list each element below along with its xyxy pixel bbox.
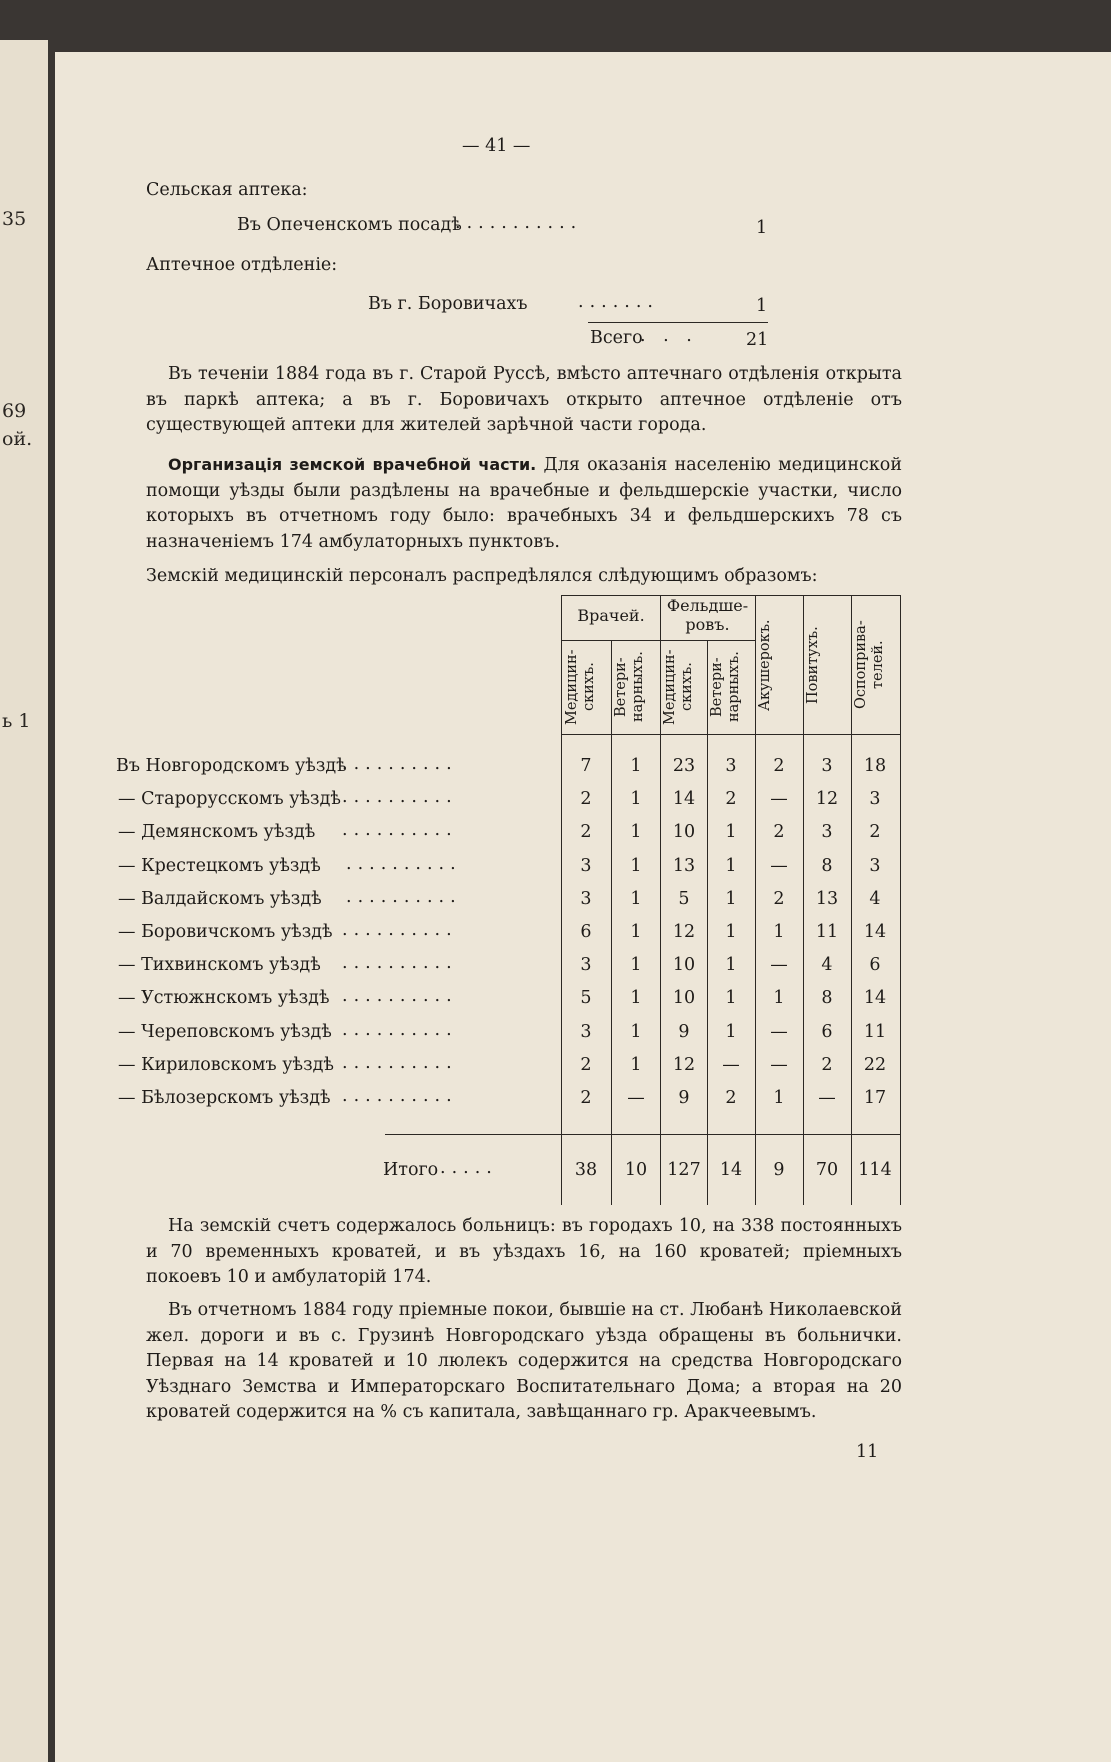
column-header: Медицин- скихъ. [662,649,695,725]
table-cell: 23 [672,756,696,776]
table-cell: 1 [630,1021,642,1042]
table-cell: 12 [672,922,696,942]
pharmacy-branch-label: Аптечное отдѣленіе: [146,255,338,275]
previous-page-edge [0,40,48,1762]
paragraph-text: Въ теченіи 1884 года въ г. Старой Руссѣ, вмѣсто аптечнаго отдѣленія открыта въ паркѣ аптека; а въ г. Боровичахъ открыто аптечное отдѣленіе отъ существующей аптеки для жителей зарѣчной части города. [146,364,902,435]
row-label: — Демянскомъ уѣздѣ [118,822,316,843]
table-cell: 1 [630,756,642,776]
total-cell: 114 [858,1160,892,1180]
table-cell: 2 [580,1088,592,1108]
table-cell: 17 [863,1088,887,1108]
leader-dots: .......... [342,953,458,974]
table-cell: 13 [815,888,839,909]
table-cell: 18 [863,756,887,776]
signature-mark: 11 [856,1442,879,1462]
leader-dots: .......... [342,920,458,940]
column-header: Акушерокъ. [757,619,773,711]
table-vline [900,595,901,1205]
row-label: — Тихвинскомъ уѣздѣ [118,955,321,976]
row-label: — Боровичскомъ уѣздѣ [118,922,333,942]
table-cell: 10 [672,988,696,1009]
table-cell: 10 [672,822,696,843]
table-cell: 13 [672,855,696,876]
table-cell: 1 [725,1021,737,1042]
table-cell: 1 [725,955,737,976]
paragraph-hospitals [146,1214,902,1291]
margin-number: 69 [2,400,27,422]
table-vline [561,595,562,1205]
total-cell: 70 [815,1160,839,1180]
column-header: Медицин- скихъ. [564,649,597,725]
table-cell: 6 [869,955,881,976]
table-cell: 2 [869,822,881,843]
pharmacy-branch-count: 1 [756,296,768,316]
table-cell: 1 [725,822,737,843]
table-group-rule [561,640,755,641]
leader-dots: ........... [455,213,583,233]
table-cell: 1 [773,988,785,1009]
table-cell: 5 [580,988,592,1009]
rural-pharmacy-label: Сельская аптека: [146,180,308,200]
table-cell: — [770,955,788,976]
leader-dots: ....... [578,292,659,312]
table-cell: 1 [630,888,642,909]
leader-dots: .......... [342,1086,458,1106]
table-cell: — [770,855,788,876]
rural-pharmacy-count: 1 [756,218,768,238]
row-label: — Череповскомъ уѣздѣ [118,1021,332,1042]
table-cell: 3 [821,822,833,843]
table-cell: — [627,1088,645,1108]
table-cell: 1 [630,855,642,876]
table-cell: 12 [672,1054,696,1075]
table-vline [611,640,612,1205]
table-cell: 2 [821,1054,833,1075]
table-cell: 12 [815,789,839,810]
total-cell: 38 [574,1160,598,1180]
paragraph-reception-rooms [146,1298,902,1426]
paragraph-text: Въ отчетномъ 1884 году пріемные покои, бывшіе на ст. Любанѣ Николаевской жел. дороги и въ с. Грузинѣ Новгородскаго уѣзда обращены въ больнички. Первая на 14 кроватей и 10 люлекъ содержится на средства Новгородскаго Уѣзднаго Земства и Императорскаго Воспитательнаго Дома; а вторая на 20 кроватей содержится на % съ капитала, завѣщаннаго гр. Аракчеевымъ. [146,1300,902,1422]
leader-dots: .......... [342,1052,458,1073]
table-cell: 3 [580,855,592,876]
leader-dots: .......... [346,886,462,907]
table-cell: — [770,1021,788,1042]
row-label: — Старорусскомъ уѣздѣ [118,789,341,810]
total-cell: 14 [719,1160,743,1180]
table-cell: 14 [672,789,696,810]
table-cell: 1 [630,988,642,1009]
row-label: Въ Новгородскомъ уѣздѣ [116,756,347,776]
column-header: Ветери- нарныхъ. [709,651,742,723]
table-cell: 3 [869,789,881,810]
table-cell: 9 [678,1021,690,1042]
table-cell: 1 [630,822,642,843]
leader-dots: .......... [342,787,458,808]
paragraph-text: Для оказанія населенію медицинской помощи уѣзды были раздѣлены на врачебные и фельдшерскіе участки, число которыхъ въ отчетномъ году было: врачебныхъ 34 и фельдшерскихъ 78 съ назначеніемъ 174 амбулаторныхъ пунктовъ. [146,455,902,552]
table-intro: Земскій медицинскій персоналъ распредѣлялся слѣдующимъ образомъ: [146,566,818,586]
table-cell: 1 [773,1088,785,1108]
table-cell: 1 [630,1054,642,1075]
paragraph-pharmacy-1884 [146,362,902,439]
table-cell: — [818,1088,836,1108]
group-header-feldshers: Фельдше- ровъ. [666,596,749,634]
table-cell: 9 [678,1088,690,1108]
leader-dots: .......... [342,754,458,774]
table-cell: — [770,789,788,810]
row-label: — Кириловскомъ уѣздѣ [118,1054,334,1075]
leader-dots: . . . [640,326,698,346]
table-cell: — [722,1054,740,1075]
group-header-doctors: Врачей. [577,606,645,625]
table-cell: 2 [580,1054,592,1075]
margin-number: 35 [2,208,27,230]
pharmacy-total-value: 21 [746,330,769,350]
table-cell: 6 [821,1021,833,1042]
table-cell: 14 [863,922,887,942]
table-cell: 1 [630,922,642,942]
table-cell: 11 [815,922,839,942]
table-cell: 2 [580,822,592,843]
table-cell: 3 [580,888,592,909]
section-heading: Организація земской врачебной части. [168,455,537,474]
table-cell: 2 [725,789,737,810]
table-cell: 2 [773,756,785,776]
column-header: Повитухъ. [805,626,821,704]
total-cell: 9 [773,1160,785,1180]
column-header: Ветери- нарныхъ. [613,651,646,723]
leader-dots: .......... [342,820,458,841]
leader-dots: .......... [342,986,458,1007]
total-row-label: Итого [383,1160,439,1180]
pharmacy-branch-place: Въ г. Боровичахъ [368,294,528,314]
row-label: — Крестецкомъ уѣздѣ [118,855,321,876]
total-cell: 10 [624,1160,648,1180]
row-label: — Устюжнскомъ уѣздѣ [118,988,330,1009]
table-header-rule [561,734,901,735]
table-cell: — [770,1054,788,1075]
column-header: Оспоприва- телей. [853,620,886,710]
row-label: — Валдайскомъ уѣздѣ [118,888,322,909]
table-cell: 1 [725,888,737,909]
table-cell: 3 [580,955,592,976]
paragraph-text: На земскій счетъ содержалось больницъ: въ городахъ 10, на 338 постоянныхъ и 70 временныхъ кроватей, и въ уѣздахъ 16, на 160 кроватей; пріемныхъ покоевъ 10 и амбулаторій 174. [146,1216,902,1287]
table-cell: 3 [725,756,737,776]
table-cell: 14 [863,988,887,1009]
table-cell: 2 [580,789,592,810]
margin-number: ь 1 [2,710,31,732]
leader-dots: ..... [440,1158,498,1178]
table-cell: 6 [580,922,592,942]
sum-rule [588,322,768,323]
table-cell: 10 [672,955,696,976]
table-cell: 4 [821,955,833,976]
leader-dots: .......... [342,1019,458,1040]
total-cell: 127 [667,1160,701,1180]
rural-pharmacy-place: Въ Опеченскомъ посадѣ [237,215,462,235]
table-cell: 22 [863,1054,887,1075]
table-cell: 3 [821,756,833,776]
table-cell: 1 [725,988,737,1009]
table-cell: 7 [580,756,592,776]
table-cell: 2 [773,822,785,843]
table-cell: 11 [863,1021,887,1042]
leader-dots: .......... [346,853,462,874]
table-cell: 3 [869,855,881,876]
table-cell: 5 [678,888,690,909]
table-cell: 8 [821,855,833,876]
table-cell: 2 [725,1088,737,1108]
table-total-rule [385,1134,901,1135]
table-cell: 4 [869,888,881,909]
row-label: — Бѣлозерскомъ уѣздѣ [118,1088,331,1108]
table-cell: 1 [725,855,737,876]
table-cell: 2 [773,888,785,909]
table-cell: 1 [725,922,737,942]
paragraph-organization [146,452,902,555]
margin-number: ой. [2,428,33,450]
pharmacy-total-label: Всего [590,328,643,348]
table-cell: 8 [821,988,833,1009]
table-cell: 1 [630,789,642,810]
table-cell: 1 [773,922,785,942]
table-cell: 3 [580,1021,592,1042]
table-cell: 1 [630,955,642,976]
page-number: — 41 — [462,136,531,156]
